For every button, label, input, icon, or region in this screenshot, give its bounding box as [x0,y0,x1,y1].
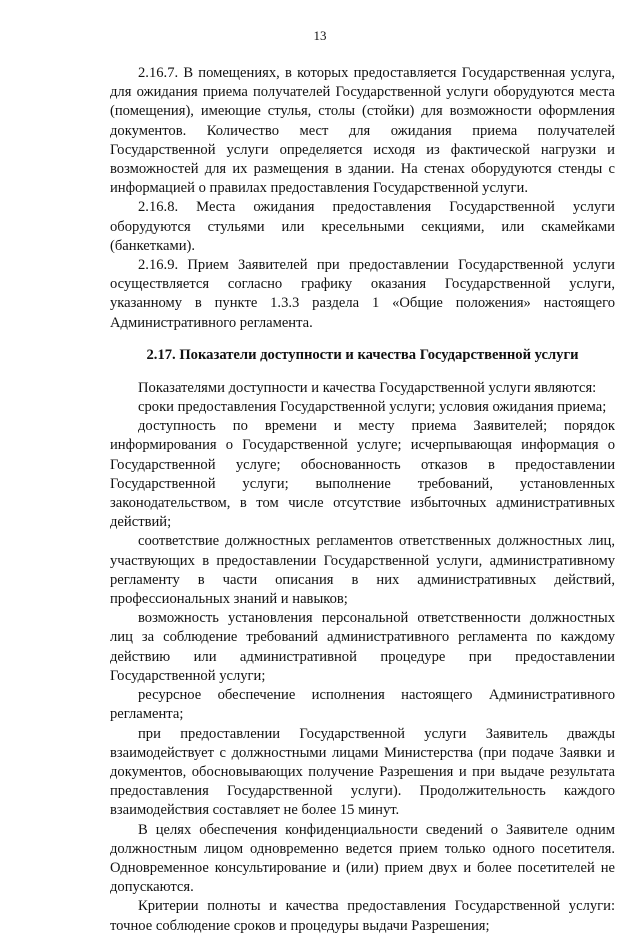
paragraph-availability: доступность по времени и месту приема Заявителей; порядок информирования о Государственной услуге; исчерпывающая информация о Государственной услуге; обоснованность отказов в предоставлении Государственной услуги; выполнение требований, установленных законодательством, в том числе отсутствие избыточных административных действий; [110,418,615,531]
paragraph-terms: сроки предоставления Государственной услуги; условия ожидания приема; [138,399,607,416]
page-number: 13 [313,28,327,43]
paragraph-resources: ресурсное обеспечение исполнения настоящего Административного регламента; [110,687,615,723]
paragraph-interaction: при предоставлении Государственной услуги Заявитель дважды взаимодействует с должностными лицами Министерства (при подаче Заявки и документов, обосновывающих получение Разрешения и при выдаче результата предоставления Государственной услуги). Продолжительность каждого взаимодействия составляет не более 15 минут. [110,725,615,819]
paragraph-criteria: Критерии полноты и качества предоставления Государственной услуги: точное соблюдение сроков и процедуры выдачи Разрешения; [110,898,615,934]
paragraph-confidentiality: В целях обеспечения конфиденциальности сведений о Заявителе одним должностным лицом одновременно ведется прием только одного посетителя. Одновременное консультирование и (или) прием двух и более посетителей не допускаются. [110,821,615,896]
document-body [110,64,615,936]
paragraph-2-16-9: 2.16.9. Прием Заявителей при предоставлении Государственной услуги осуществляется согласно графику оказания Государственной услуги, указанному в пункте 1.3.3 раздела 1 «Общие положения» настоящего Административного регламента. [110,257,615,331]
paragraph-2-16-8: 2.16.8. Места ожидания предоставления Государственной услуги оборудуются стульями или кресельными секциями, или скамейками (банкетками). [110,199,615,254]
paragraph-indicators-intro: Показателями доступности и качества Государственной услуги являются: [138,379,597,396]
paragraph-responsibility: возможность установления персональной ответственности должностных лиц за соблюдение требований административного регламента по каждому действию или административной процедуре при предоставлении Государственной услуги; [110,610,615,684]
paragraph-regulations: соответствие должностных регламентов ответственных должностных лиц, участвующих в предоставлении Государственной услуги, административному регламенту в части описания в них административных действий, профессиональных знаний и навыков; [110,533,615,608]
paragraph-2-16-7: 2.16.7. В помещениях, в которых предоставляется Государственная услуга, для ожидания приема получателей Государственной услуги оборудуются места (помещения), имеющие стулья, столы (стойки) для возможности оформления документов. Количество мест для ожидания приема получателей Государственной услуги определяется исходя из фактической нагрузки и возможностей для их размещения в здании. На стенах оборудуются стенды с информацией о правилах предоставления Государственной услуги. [110,65,615,197]
section-heading: 2.17. Показатели доступности и качества Государственной услуги [146,346,579,363]
